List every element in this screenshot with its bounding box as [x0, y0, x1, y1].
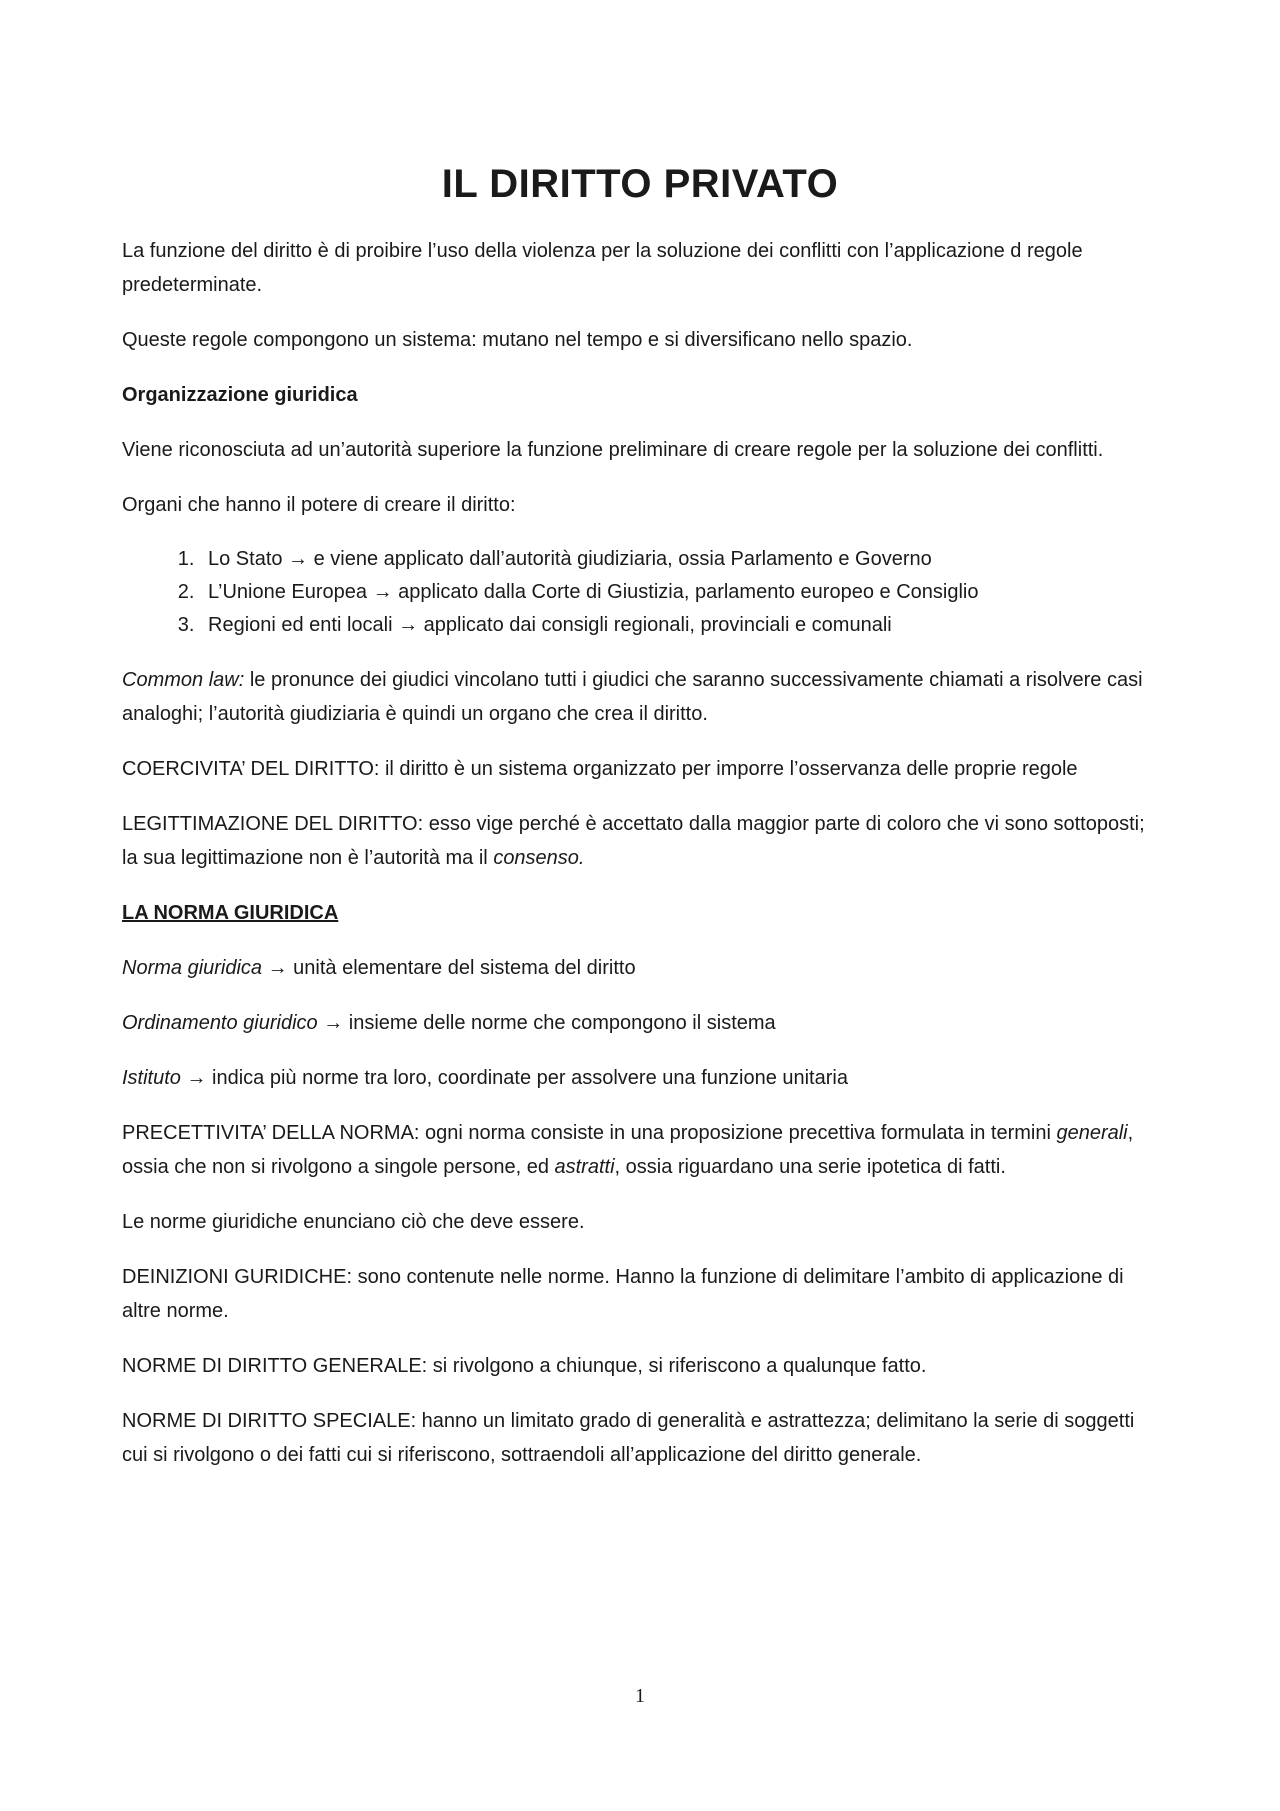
term-ordinamento: Ordinamento giuridico — [122, 1012, 318, 1034]
definition-norma-text: → unità elementare del sistema del diritto — [262, 957, 636, 979]
paragraph-definizioni: DEINIZIONI GURIDICHE: sono contenute nelle norme. Hanno la funzione di delimitare l’ambito di applicazione di altre norme. — [122, 1266, 1124, 1322]
paragraph-sistema: Queste regole compongono un sistema: mutano nel tempo e si diversificano nello spazio. — [122, 329, 913, 351]
definition-ordinamento-text: → insieme delle norme che compongono il sistema — [317, 1012, 776, 1034]
common-law-text: le pronunce dei giudici vincolano tutti i giudici che saranno successivamente chiamati a risolvere casi analoghi; l’autorità giudiziaria è quindi un organo che crea il diritto. — [122, 669, 1143, 725]
term-istituto: Istituto — [122, 1067, 181, 1089]
term-norma: Norma giuridica — [122, 957, 263, 979]
definition-istituto-text: → indica più norme tra loro, coordinate per assolvere una funzione unitaria — [180, 1067, 848, 1089]
paragraph-coercivita: COERCIVITA’ DEL DIRITTO: il diritto è un sistema organizzato per imporre l’osservanza delle proprie regole — [122, 758, 1078, 780]
paragraph-precettivita — [122, 1116, 1158, 1184]
precettivita-part3: , ossia riguardano una serie ipotetica di fatti. — [614, 1156, 1006, 1178]
term-consenso: consenso. — [493, 847, 585, 869]
heading-norma-giuridica: LA NORMA GIURIDICA — [122, 902, 339, 924]
paragraph-common-law — [122, 663, 1158, 731]
list-item: 1. Lo Stato → e viene applicato dall’autorità giudiziaria, ossia Parlamento e Governo — [200, 543, 1158, 576]
paragraph-organi: Organi che hanno il potere di creare il diritto: — [122, 494, 516, 516]
definition-norma — [122, 951, 1158, 985]
definition-ordinamento — [122, 1006, 1158, 1040]
paragraph-autorita: Viene riconosciuta ad un’autorità superiore la funzione preliminare di creare regole per la soluzione dei conflitti. — [122, 439, 1104, 461]
term-common-law: Common law: — [122, 669, 245, 691]
organi-list — [122, 543, 1158, 642]
definition-istituto — [122, 1061, 1158, 1095]
page-number: 1 — [635, 1685, 645, 1707]
list-item: 2. L’Unione Europea → applicato dalla Corte di Giustizia, parlamento europeo e Consiglio — [200, 576, 1158, 609]
term-generali: generali — [1056, 1122, 1128, 1144]
list-item: 3. Regioni ed enti locali → applicato dai consigli regionali, provinciali e comunali — [200, 609, 1158, 642]
heading-organizzazione: Organizzazione giuridica — [122, 384, 358, 406]
paragraph-diritto-speciale: NORME DI DIRITTO SPECIALE: hanno un limitato grado di generalità e astrattezza; delimitano la serie di soggetti cui si rivolgono o dei fatti cui si riferiscono, sottraendoli all’applicazione del diritto generale. — [122, 1410, 1135, 1466]
term-astratti: astratti — [554, 1156, 615, 1178]
paragraph-funzione: La funzione del diritto è di proibire l’uso della violenza per la soluzione dei conflitti con l’applicazione d regole predeterminate. — [122, 240, 1083, 296]
precettivita-part2: , ossia che non si rivolgono a singole persone, ed — [122, 1122, 1134, 1178]
paragraph-legittimazione — [122, 807, 1158, 875]
precettivita-part1: PRECETTIVITA’ DELLA NORMA: ogni norma consiste in una proposizione precettiva formulata in termini — [122, 1122, 1057, 1144]
paragraph-enunciano: Le norme giuridiche enunciano ciò che deve essere. — [122, 1211, 585, 1233]
page-title: IL DIRITTO PRIVATO — [441, 162, 839, 206]
legittimazione-text: LEGITTIMAZIONE DEL DIRITTO: esso vige perché è accettato dalla maggior parte di coloro che vi sono sottoposti; la sua legittimazione non è l’autorità ma il — [122, 813, 1145, 869]
paragraph-diritto-generale: NORME DI DIRITTO GENERALE: si rivolgono a chiunque, si riferiscono a qualunque fatto. — [122, 1355, 927, 1377]
